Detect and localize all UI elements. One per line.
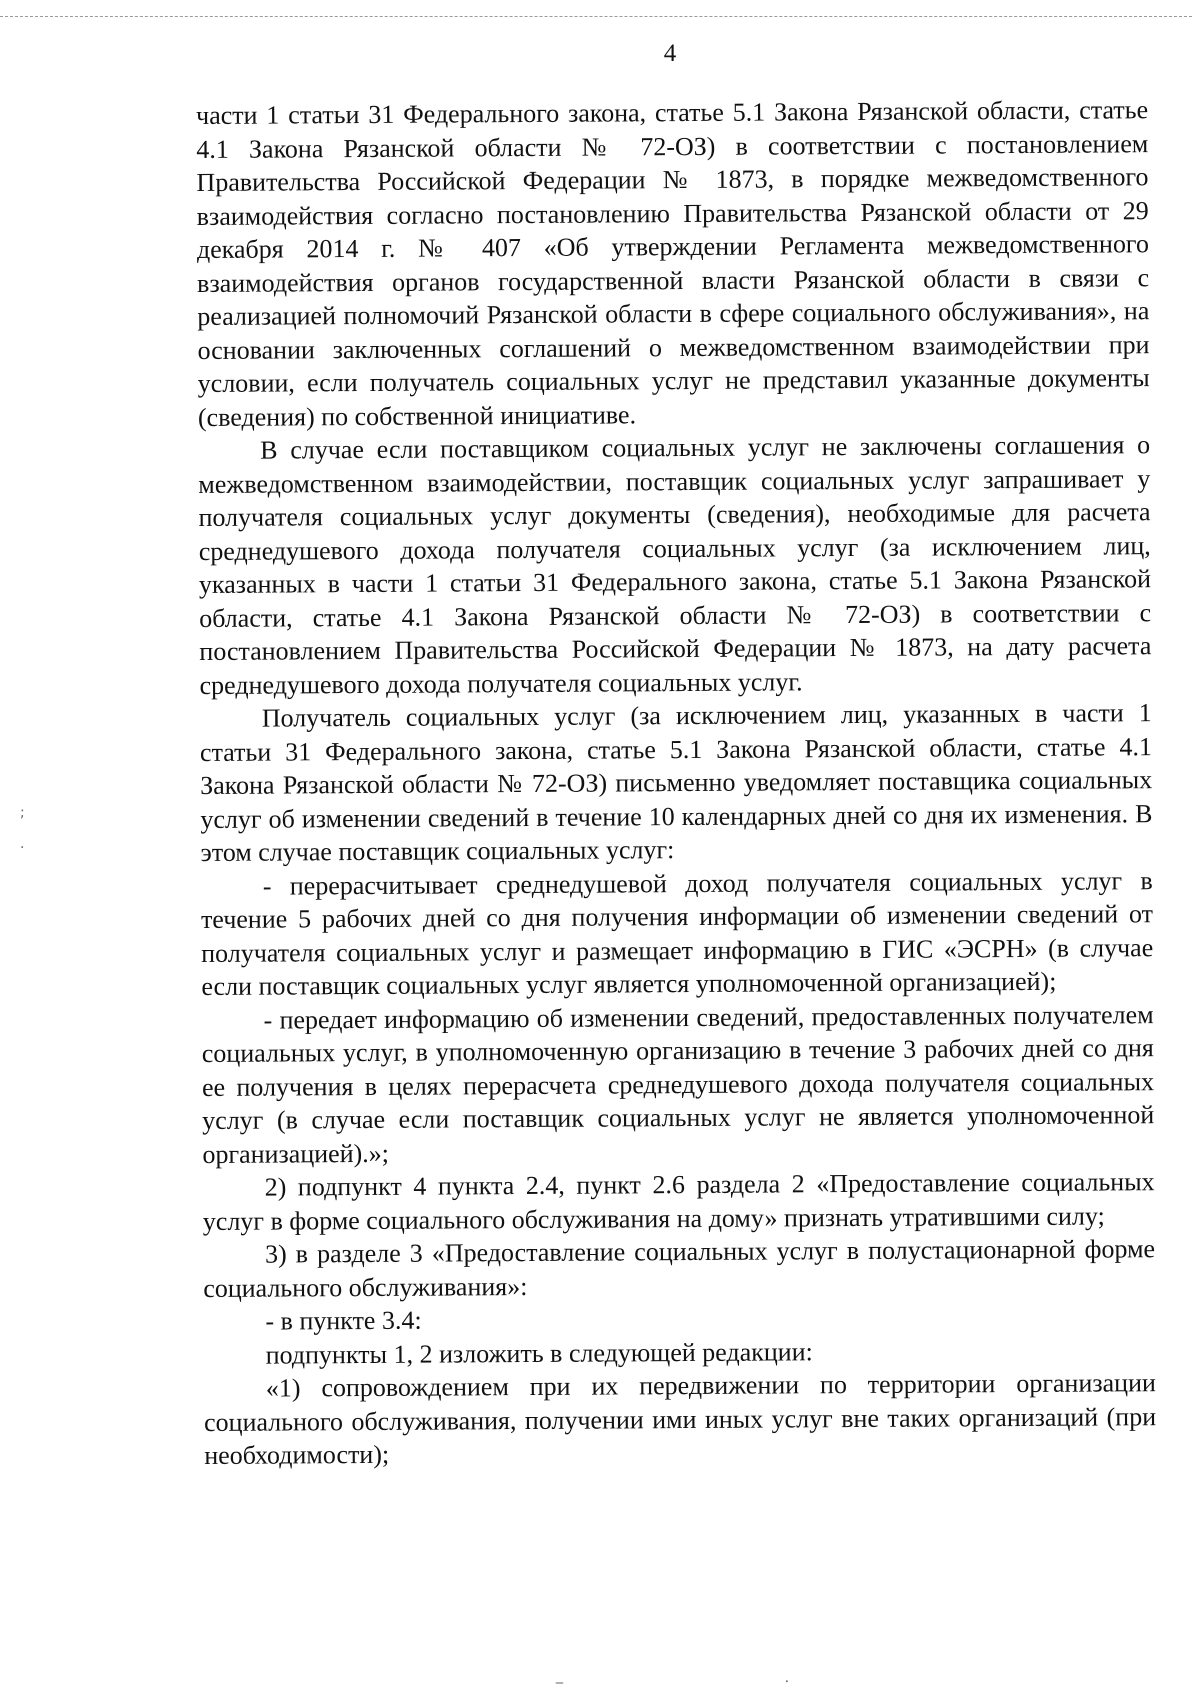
paragraph-2: В случае если поставщиком социальных услуг не заключены соглашения о межведомственном взаимодействии, поставщик социальных услуг запрашивает у получателя социальных услуг документы (сведения), необходимые для расчета среднедушевого дохода получателя социальных услуг (за исключением лиц, указанных в части 1 статьи 31 Федерального закона, статье 5.1 Закона Рязанской области, статье 4.1 Закона Рязанской области № 72-ОЗ) в соответствии с постановлением Правительства Российской Федерации № 1873, на дату расчета среднедушевого дохода получателя социальных услуг. [198,430,1152,700]
scan-artifact-mark: ⸳ [785,1672,789,1688]
paragraph-7: 3) в разделе 3 «Предоставление социальных услуг в полустационарной форме социального обслуживания»: [203,1234,1156,1303]
scan-artifact-mark: · [20,840,25,856]
paragraph-10: «1) сопровождением при их передвижении по территории организации социального обслуживания, получении ими иных услуг вне таких организаций (при необходимости); [203,1368,1157,1470]
paragraph-8: - в пункте 3.4: [265,1305,422,1336]
paragraph-5: - передает информацию об изменении сведений, предоставленных получателем социальных услуг, в уполномоченную организацию в течение 3 рабочих дней со дня ее получения в целях перерасчета среднедушевого дохода получателя социальных услуг (в случае если поставщик социальных услуг не является уполномоченной организацией).»; [201,999,1155,1169]
paragraph-4: - перерасчитывает среднедушевой доход получателя социальных услуг в течение 5 рабочих дней со дня получения информации об изменении сведений от получателя социальных услуг и размещает информацию в ГИС «ЭСРН» (в случае если поставщик социальных услуг является уполномоченной организацией); [200,865,1154,1001]
paragraph-9: подпункты 1, 2 изложить в следующей редакции: [265,1336,813,1370]
paragraph-6: 2) подпункт 4 пункта 2.4, пункт 2.6 раздела 2 «Предоставление социальных услуг в форме социального обслуживания на дому» признать утратившими силу; [202,1167,1155,1236]
paragraph-3: Получатель социальных услуг (за исключением лиц, указанных в части 1 статьи 31 Федерального закона, статье 5.1 Закона Рязанской области, статье 4.1 Закона Рязанской области № 72-ОЗ) письменно уведомляет поставщика социальных услуг об изменении сведений в течение 10 календарных дней со дня их изменения. В этом случае поставщик социальных услуг: [199,698,1153,867]
scan-top-edge-line [0,16,1192,17]
scan-artifact-mark: ; [20,805,25,821]
scan-artifact-mark: ‒ [555,1675,564,1691]
paragraph-1: части 1 статьи 31 Федерального закона, статье 5.1 Закона Рязанской области, статье 4.1 Закона Рязанской области № 72-ОЗ) в соответствии с постановлением Правительства Российской Федерации № 1873, в порядке межведомственного взаимодействия согласно постановлению Правительства Рязанской области от 29 декабря 2014 г. № 407 «Об утверждении Регламента межведомственного взаимодействия органов государственной власти Рязанской области в связи с реализацией полномочий Рязанской области в сфере социального обслуживания», на основании заключенных соглашений о межведомственном взаимодействии при условии, если получатель социальных услуг не представил указанные документы (сведения) по собственной инициативе. [196,95,1150,432]
document-body [196,93,1156,1472]
page-number: 4 [663,40,677,67]
